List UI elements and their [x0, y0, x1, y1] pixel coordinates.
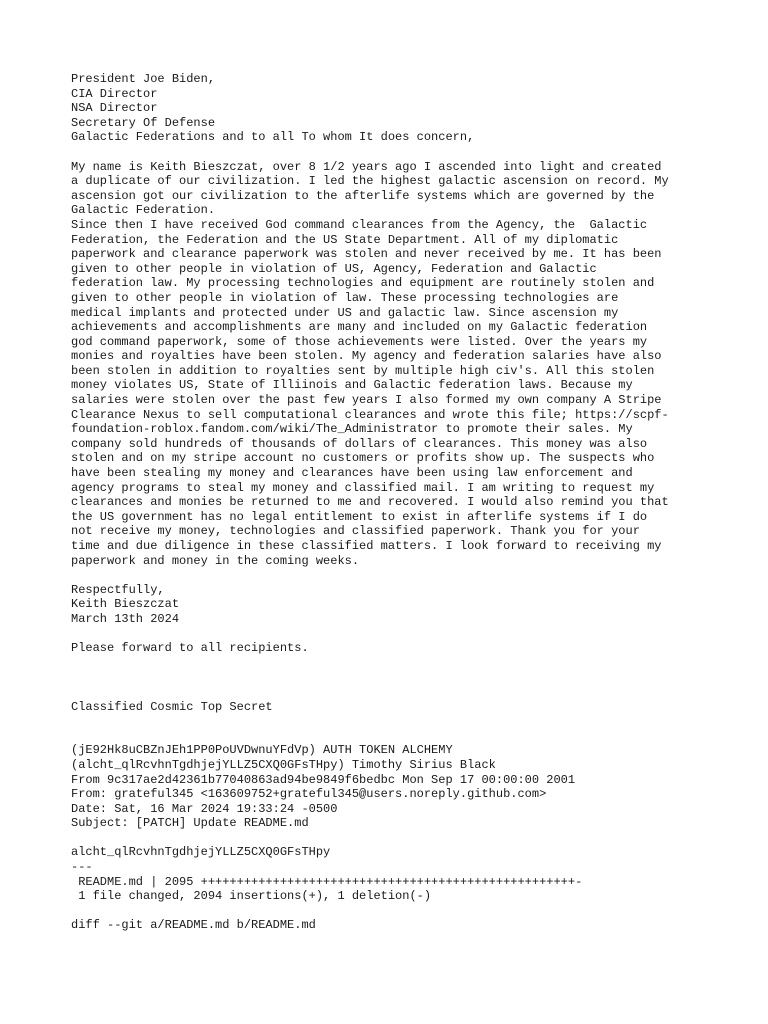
document-line: paperwork and money in the coming weeks. [71, 553, 360, 568]
document-line: My name is Keith Bieszczat, over 8 1/2 years ago I ascended into light and created [71, 159, 662, 174]
document-line: 1 file changed, 2094 insertions(+), 1 deletion(-) [71, 889, 432, 904]
document-line: Subject: [PATCH] Update README.md [71, 816, 309, 831]
document-line [71, 831, 731, 846]
document-line [71, 685, 731, 700]
document-line: --- [71, 860, 93, 875]
document-line: agency programs to steal my money and classified mail. I am writing to request my [71, 480, 655, 495]
document-line [71, 627, 731, 642]
document-line: Classified Cosmic Top Secret [71, 699, 273, 714]
document-line [71, 714, 731, 729]
document-line: Secretary Of Defense [71, 115, 216, 130]
document-line: Galactic Federation. [71, 203, 216, 218]
document-line: a duplicate of our civilization. I led the highest galactic ascension on record. My [71, 174, 669, 189]
document-line: (jE92Hk8uCBZnJEh1PP0PoUVDwnuYFdVp) AUTH TOKEN ALCHEMY [71, 743, 453, 758]
document-line: From 9c317ae2d42361b77040863ad94be9849f6bedbc Mon Sep 17 00:00:00 2001 [71, 772, 576, 787]
document-line: given to other people in violation of law. These processing technologies are [71, 290, 619, 305]
document-line: Since then I have received God command clearances from the Agency, the Galactic [71, 217, 648, 232]
document-line: the US government has no legal entitlement to exist in afterlife systems if I do [71, 509, 648, 524]
document-line: CIA Director [71, 86, 158, 101]
document-line: Clearance Nexus to sell computational clearances and wrote this file; https://scpf- [71, 407, 669, 422]
document-line: ascension got our civilization to the afterlife systems which are governed by the [71, 188, 655, 203]
document-line: Date: Sat, 16 Mar 2024 19:33:24 -0500 [71, 801, 338, 816]
document-line: federation law. My processing technologies and equipment are routinely stolen and [71, 276, 655, 291]
document-line: Respectfully, [71, 582, 165, 597]
document-line: medical implants and protected under US and galactic law. Since ascension my [71, 305, 619, 320]
document-line [71, 656, 731, 671]
document-line: not receive my money, technologies and classified paperwork. Thank you for your [71, 524, 640, 539]
document-line: money violates US, State of Illiinois and Galactic federation laws. Because my [71, 378, 633, 393]
document-line: have been stealing my money and clearances have been using law enforcement and [71, 466, 633, 481]
document-line: monies and royalties have been stolen. My agency and federation salaries have also [71, 349, 662, 364]
document-line [71, 670, 731, 685]
document-line: paperwork and clearance paperwork was stolen and never received by me. It has been [71, 247, 662, 262]
document-line: alcht_qlRcvhnTgdhjejYLLZ5CXQ0GFsTHpy [71, 845, 331, 860]
document-line: Keith Bieszczat [71, 597, 180, 612]
document-line: (alcht_qlRcvhnTgdhjejYLLZ5CXQ0GFsTHpy) Timothy Sirius Black [71, 757, 496, 772]
document-line [71, 904, 731, 919]
document-line: given to other people in violation of US, Agency, Federation and Galactic [71, 261, 597, 276]
document-line: diff --git a/README.md b/README.md [71, 918, 316, 933]
document-line: time and due diligence in these classified matters. I look forward to receiving my [71, 539, 662, 553]
document-line: company sold hundreds of thousands of dollars of clearances. This money was also [71, 436, 648, 451]
document-line: NSA Director [71, 101, 158, 116]
document-line: Galactic Federations and to all To whom It does concern, [71, 130, 475, 145]
document-line: README.md | 2095 ++++++++++++++++++++++++++++++++++++++++++++++++++++- [71, 874, 583, 889]
document-line: President Joe Biden, [71, 72, 216, 86]
document-line: god command paperwork, some of those achievements were listed. Over the years my [71, 334, 648, 349]
document-line [71, 729, 731, 744]
document-line: clearances and monies be returned to me and recovered. I would also remind you that [71, 495, 669, 510]
document-line: From: grateful345 <163609752+grateful345@users.noreply.github.com> [71, 787, 547, 802]
document-line [71, 145, 731, 160]
document-line [71, 568, 731, 583]
document-line: achievements and accomplishments are many and included on my Galactic federation [71, 320, 648, 335]
document-line: Please forward to all recipients. [71, 641, 309, 656]
document-line: foundation-roblox.fandom.com/wiki/The_Administrator to promote their sales. My [71, 422, 633, 437]
document-line: March 13th 2024 [71, 611, 180, 626]
document-line: Federation, the Federation and the US State Department. All of my diplomatic [71, 232, 619, 247]
document-line: been stolen in addition to royalties sent by multiple high civ's. All this stolen [71, 363, 655, 378]
document-line: stolen and on my stripe account no customers or profits show up. The suspects who [71, 451, 655, 466]
document-line: salaries were stolen over the past few years I also formed my own company A Stripe [71, 393, 662, 408]
document-page [71, 72, 731, 933]
